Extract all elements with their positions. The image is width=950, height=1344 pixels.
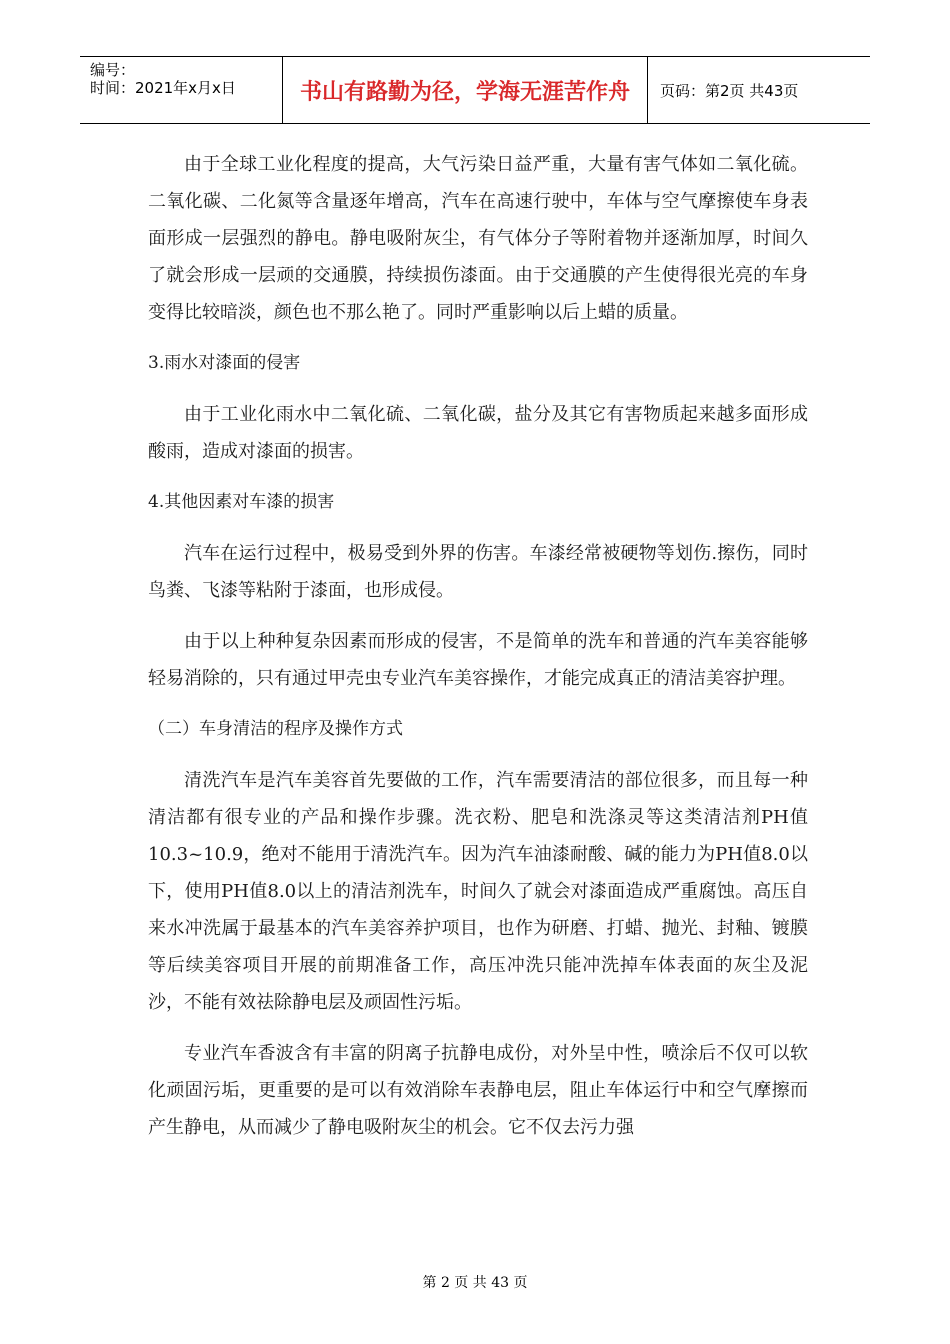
section-heading: （二）车身清洁的程序及操作方式: [148, 719, 403, 739]
document-number-label: 编号：: [90, 61, 136, 79]
header-page-info: 页码：第2页 共43页: [660, 81, 799, 100]
document-time-label: 时间：2021年x月x日: [90, 79, 236, 97]
header-motto: 书山有路勤为径，学海无涯苦作舟: [283, 57, 648, 123]
paragraph: 由于工业化雨水中二氧化硫、二氧化碳，盐分及其它有害物质起来越多面形成酸雨，造成对漆面的损害。: [148, 404, 808, 462]
page-header: [80, 56, 870, 124]
document-body: [148, 146, 808, 1160]
paragraph: 汽车在运行过程中，极易受到外界的伤害。车漆经常被硬物等划伤.擦伤，同时鸟粪、飞漆等粘附于漆面，也形成侵。: [148, 543, 808, 601]
section-heading: 4.其他因素对车漆的损害: [148, 492, 335, 512]
section-heading: 3.雨水对漆面的侵害: [148, 353, 301, 373]
paragraph: 清洗汽车是汽车美容首先要做的工作，汽车需要清洁的部位很多，而且每一种清洁都有很专业的产品和操作步骤。洗衣粉、肥皂和洗涤灵等这类清洁剂PH值10.3~10.9，绝对不能用于清洗汽车。因为汽车油漆耐酸、碱的能力为PH值8.0以下，使用PH值8.0以上的清洁剂洗车，时间久了就会对漆面造成严重腐蚀。高压自来水冲洗属于最基本的汽车美容养护项目，也作为研磨、打蜡、抛光、封釉、镀膜等后续美容项目开展的前期准备工作，高压冲洗只能冲洗掉车体表面的灰尘及泥沙，不能有效祛除静电层及顽固性污垢。: [148, 770, 808, 1013]
page-footer: 第 2 页 共 43 页: [422, 1275, 528, 1291]
header-meta: [80, 57, 283, 123]
paragraph: 由于全球工业化程度的提高，大气污染日益严重，大量有害气体如二氧化硫。二氧化碳、二化氮等含量逐年增高，汽车在高速行驶中，车体与空气摩擦使车身表面形成一层强烈的静电。静电吸附灰尘，有气体分子等附着物并逐渐加厚，时间久了就会形成一层顽的交通膜，持续损伤漆面。由于交通膜的产生使得很光亮的车身变得比较暗淡，颜色也不那么艳了。同时严重影响以后上蜡的质量。: [148, 154, 808, 323]
paragraph: 专业汽车香波含有丰富的阴离子抗静电成份，对外呈中性，喷涂后不仅可以软化顽固污垢，更重要的是可以有效消除车表静电层，阻止车体运行中和空气摩擦而产生静电，从而减少了静电吸附灰尘的机会。它不仅去污力强: [148, 1043, 808, 1138]
paragraph: 由于以上种种复杂因素而形成的侵害，不是简单的洗车和普通的汽车美容能够轻易消除的，只有通过甲壳虫专业汽车美容操作，才能完成真正的清洁美容护理。: [148, 631, 808, 689]
